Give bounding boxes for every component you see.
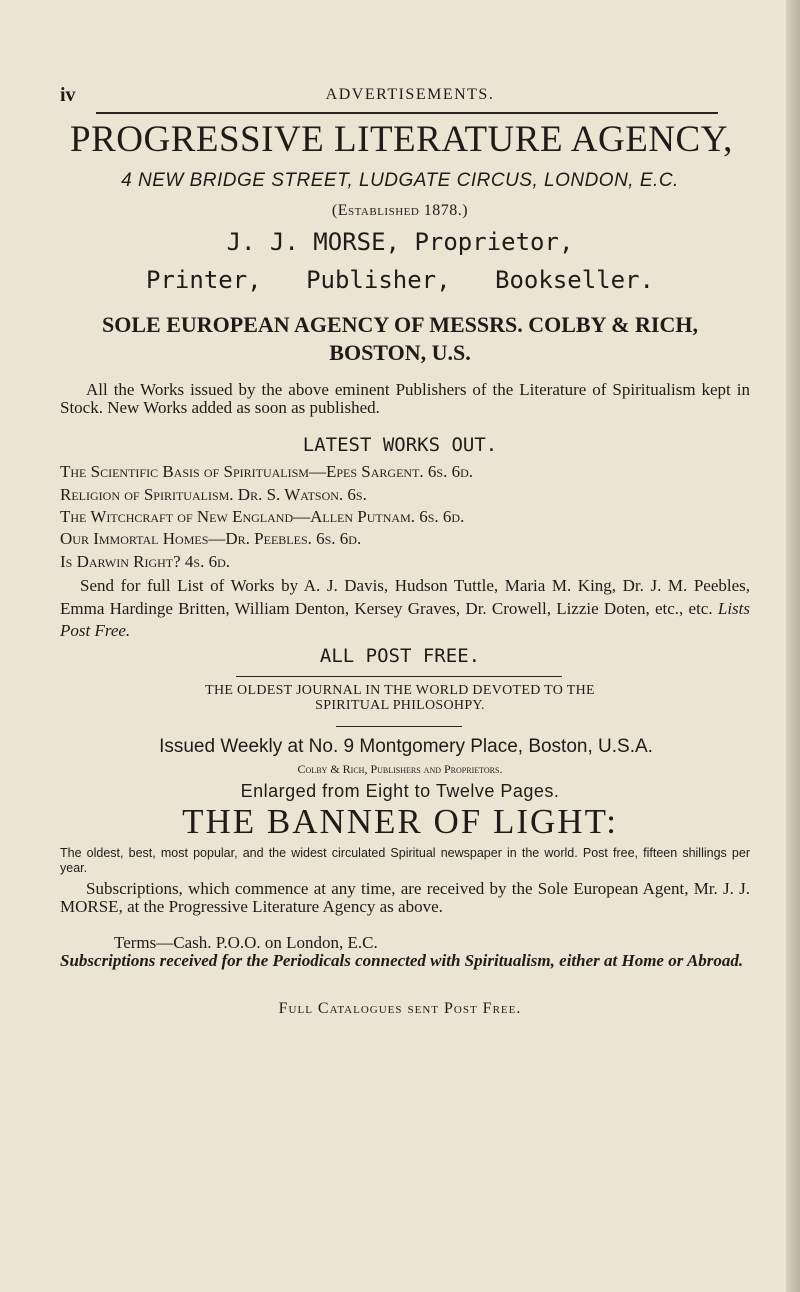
lists-post-free: Lists Post Free.	[60, 598, 751, 640]
established-line: (Established 1878.)	[331, 202, 469, 219]
subscriptions-paragraph: Subscriptions, which commence at any time, are received by the Sole European Agent, Mr. J. J. MORSE, at the Progressive Literature Agency as above.	[60, 879, 750, 916]
send-text: Send for full List of Works by A. J. Davis, Hudson Tuttle, Maria M. King, Dr. J. M. Peebles, Emma Hardinge Britten, William Denton, Kersey Graves, Dr. Crowell, Lizzie Doten, etc., etc.	[60, 576, 750, 618]
sole-agency-heading: SOLE EUROPEAN AGENCY OF MESSRS. COLBY & RICH,	[102, 312, 698, 337]
works-paragraph: All the Works issued by the above eminent Publishers of the Literature of Spiritualism kept in Stock. New Works added as soon as published.	[60, 380, 750, 417]
banner-title: THE BANNER OF LIGHT:	[182, 802, 618, 841]
issued-line: Issued Weekly at No. 9 Montgomery Place, Boston, U.S.A.	[159, 736, 653, 757]
terms-line: Terms—Cash. P.O.O. on London, E.C.	[114, 933, 378, 952]
banner-description: The oldest, best, most popular, and the widest circulated Spiritual newspaper in the world. Post free, fifteen shillings per year.	[60, 846, 750, 875]
book-item: Religion of Spiritualism. Dr. S. Watson. 6s.	[60, 485, 367, 504]
catalogues-line: Full Catalogues sent Post Free.	[278, 1000, 522, 1017]
book-item: The Scientific Basis of Spiritualism—Epes Sargent. 6s. 6d.	[60, 462, 473, 481]
book-item: Our Immortal Homes—Dr. Peebles. 6s. 6d.	[60, 529, 362, 548]
book-item: The Witchcraft of New England—Allen Putnam. 6s. 6d.	[60, 507, 465, 526]
enlarged-line: Enlarged from Eight to Twelve Pages.	[240, 781, 560, 801]
periodicals-paragraph: Subscriptions received for the Periodicals connected with Spiritualism, either at Home or Abroad.	[60, 951, 744, 970]
running-head: ADVERTISEMENTS.	[325, 86, 495, 103]
proprietor-line: J. J. MORSE, Proprietor,	[226, 228, 574, 256]
agency-address: 4 NEW BRIDGE STREET, LUDGATE CIRCUS, LONDON, E.C.	[121, 170, 679, 191]
send-paragraph	[60, 575, 750, 643]
section-rule	[236, 676, 562, 677]
trades-line: Printer, Publisher, Bookseller.	[146, 266, 654, 294]
page-header	[60, 84, 760, 108]
book-item: Is Darwin Right? 4s. 6d.	[60, 552, 230, 571]
agency-title: PROGRESSIVE LITERATURE AGENCY,	[70, 119, 733, 160]
oldest-journal-heading	[70, 683, 730, 713]
all-post-free: ALL POST FREE.	[319, 645, 481, 667]
oldest-line-1: THE OLDEST JOURNAL IN THE WORLD DEVOTED TO THE	[205, 683, 595, 698]
short-rule	[336, 726, 462, 727]
sole-agency-location: BOSTON, U.S.	[329, 340, 471, 365]
header-rule	[96, 112, 718, 114]
page-number: iv	[60, 84, 76, 106]
page-edge	[786, 0, 800, 1292]
oldest-line-2: SPIRITUAL PHILOSOHPY.	[315, 698, 485, 713]
latest-works-heading: LATEST WORKS OUT.	[302, 434, 498, 456]
publishers-line: Colby & Rich, Publishers and Proprietors.	[297, 762, 503, 776]
